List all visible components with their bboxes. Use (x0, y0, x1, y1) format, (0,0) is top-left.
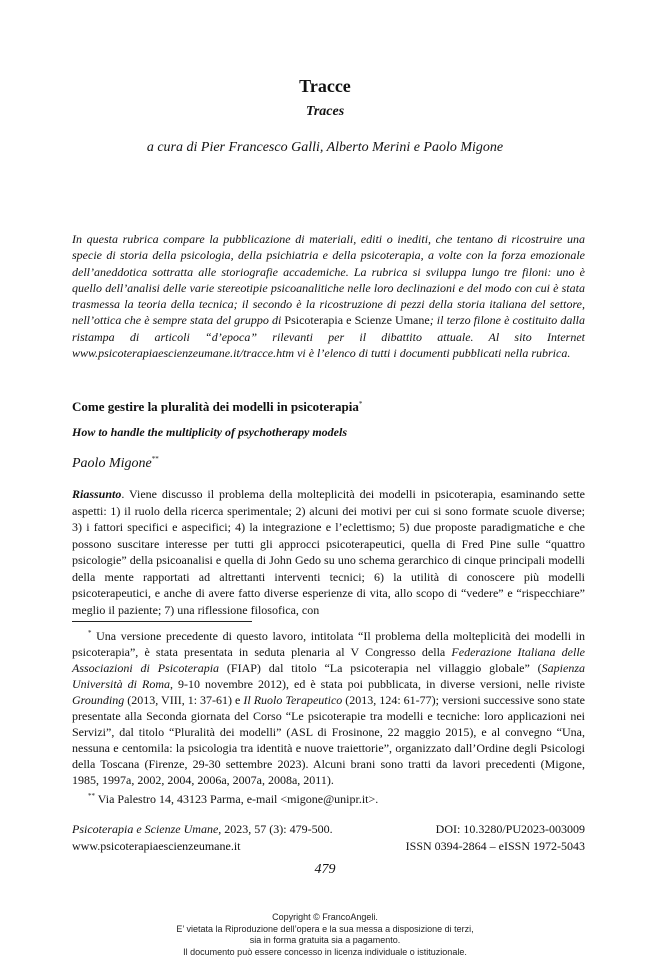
article-english-title: How to handle the multiplicity of psychotherapy models (72, 425, 347, 439)
section-title: Tracce (299, 76, 351, 96)
copyright-line-4: Il documento può essere concesso in licenza individuale o istituzionale. (183, 946, 467, 957)
footnote-1 (72, 625, 585, 788)
copyright-line-3: sia in forma gratuita sia a pagamento. (249, 935, 401, 945)
abstract (72, 486, 585, 618)
copyright-line-2: E’ vietata la Riproduzione dell’opera e la sua messa a disposizione di terzi, (176, 923, 474, 934)
citation-row-2 (72, 838, 585, 855)
footnote-1-fiap: Federazione Italiana delle Associazioni di Psicoterapia (72, 645, 586, 675)
copyright-line-1: Copyright © FrancoAngeli. (272, 912, 378, 922)
intro-text-2: ; il terzo filone è costituito dalla ristampa di articoli “d’epoca” rilevanti per il dibattito attuale. Al sito Internet www.psicoterapiaescienzeumane.it/tracce.htm vi è l’elenco di tutti i documenti pubblicati nella rubrica. (72, 313, 586, 361)
citation-issn: ISSN 0394-2864 – eISSN 1972-5043 (405, 839, 585, 853)
footnote-1-text-b: (FIAP) dal titolo “La psicoterapia nel villaggio globale” ( (219, 661, 542, 675)
citation-reference (72, 821, 333, 838)
footnote-1-text-d: (2013, VIII, 1: 37-61) e (124, 693, 244, 707)
article-title (72, 399, 362, 415)
footnote-1-text-c: , 9-10 novembre 2012), ed è stata poi pubblicata, in diverse versioni, nelle riviste (170, 677, 585, 691)
editors-line: a cura di Pier Francesco Galli, Alberto Merini e Paolo Migone (146, 140, 504, 155)
article-title-text: Come gestire la pluralità dei modelli in psicoterapia (72, 399, 359, 414)
citation-row-1 (72, 821, 585, 838)
citation-block (72, 821, 585, 855)
footnote-1-mark: * (88, 629, 92, 637)
footnote-divider (72, 621, 252, 622)
intro-text-1: In questa rubrica compare la pubblicazione di materiali, editi o inediti, che tentano di ricostruire una specie di storia della psicologia, della psichiatria e della psicoterapia, a volte con la forza emozionale dell’aneddotica sottratta alle storiografie accademiche. La rubrica si sviluppa lungo tre filoni: uno è quello dell’analisi delle varie stereotipie psicoanalitiche nelle loro declinazioni e del modo con cui è stata trasmessa la teoria della tecnica; il secondo è la ricostruzione di pezzi della storia italiana del settore, nell’ottica che è sempre stata del gruppo di (72, 232, 585, 328)
article-author (72, 455, 159, 472)
abstract-label: Riassunto (72, 487, 122, 501)
citation-details: , 2023, 57 (3): 479-500. (218, 822, 333, 836)
footnote-1-grounding: Grounding (72, 693, 125, 707)
citation-doi: DOI: 10.3280/PU2023-003009 (435, 822, 585, 836)
abstract-text: . Viene discusso il problema della molteplicità dei modelli in psicoterapia, esaminando sette aspetti: 1) il ruolo della ricerca sperimentale; 2) alcuni dei motivi per cui si sono formate scuole diverse; 3) i fattori specifici e aspecifici; 4) la integrazione e l’eclettismo; 5) due proposte paradigmatiche e che possono suscitare interesse per tutti gli approcci psicoterapeutici, quella di Fred Pine sulle “quattro psicologie” della psicoanalisi e quella di John Gedo su uno schema gerarchico di cinque principali modelli della mente rapportati ad altrettanti interventi tecnici; 6) la utilità di conoscere più modelli psicoterapeutici, e anche di avere fatto diverse esperienze di vita, allo scopo di “vedere” e “rispecchiare” meglio il paziente; 7) una riflessione filosofica, con (72, 487, 585, 617)
citation-website: www.psicoterapiaescienzeumane.it (72, 839, 241, 853)
footnote-2 (72, 788, 585, 807)
author-name: Paolo Migone (72, 456, 152, 471)
footnotes (72, 625, 585, 807)
footnote-1-text-e: (2013, 124: 61-77); versioni successive sono state presentate alla Seconda giornata del Corso “Le psicoterapie tra modelli e tecniche: loro applicazioni nei Servizi”, dal titolo “Pluralità dei modelli” (ASL di Frosinone, 22 maggio 2015), e al convegno “Una, nessuna e centomila: la psicologia tra identità e nuove traiettorie”, organizzato dall’Ordine degli Psicologi della Toscana (Firenze, 29-30 settembre 2023). Alcuni brani sono tratti da lavori precedenti (Migone, 1985, 1997a, 2002, 2004, 2006a, 2007a, 2008a, 2011). (72, 693, 585, 787)
footnote-1-sapienza: Sapienza Università di Roma (72, 661, 586, 691)
footnote-1-ruolo-terapeutico: Il Ruolo Terapeutico (243, 693, 343, 707)
rubric-introduction (72, 231, 585, 361)
copyright-notice (0, 912, 650, 958)
article-title-footnote-mark: * (358, 400, 363, 408)
footnote-1-text-a: Una versione precedente di questo lavoro, intitolata “Il problema della molteplicità dei modelli in psicoterapia”, è stata presentata in seduta plenaria al V Congresso della (72, 629, 585, 659)
footnote-2-text: Via Palestro 14, 43123 Parma, e-mail <migone@unipr.it>. (95, 792, 379, 806)
intro-journal-name: Psicoterapia e Scienze Umane (284, 313, 430, 328)
page-number: 479 (314, 862, 336, 877)
citation-journal: Psicoterapia e Scienze Umane (72, 822, 219, 836)
author-footnote-mark: ** (151, 455, 159, 463)
section-subtitle: Traces (305, 104, 345, 119)
footnote-2-mark: ** (88, 792, 95, 800)
